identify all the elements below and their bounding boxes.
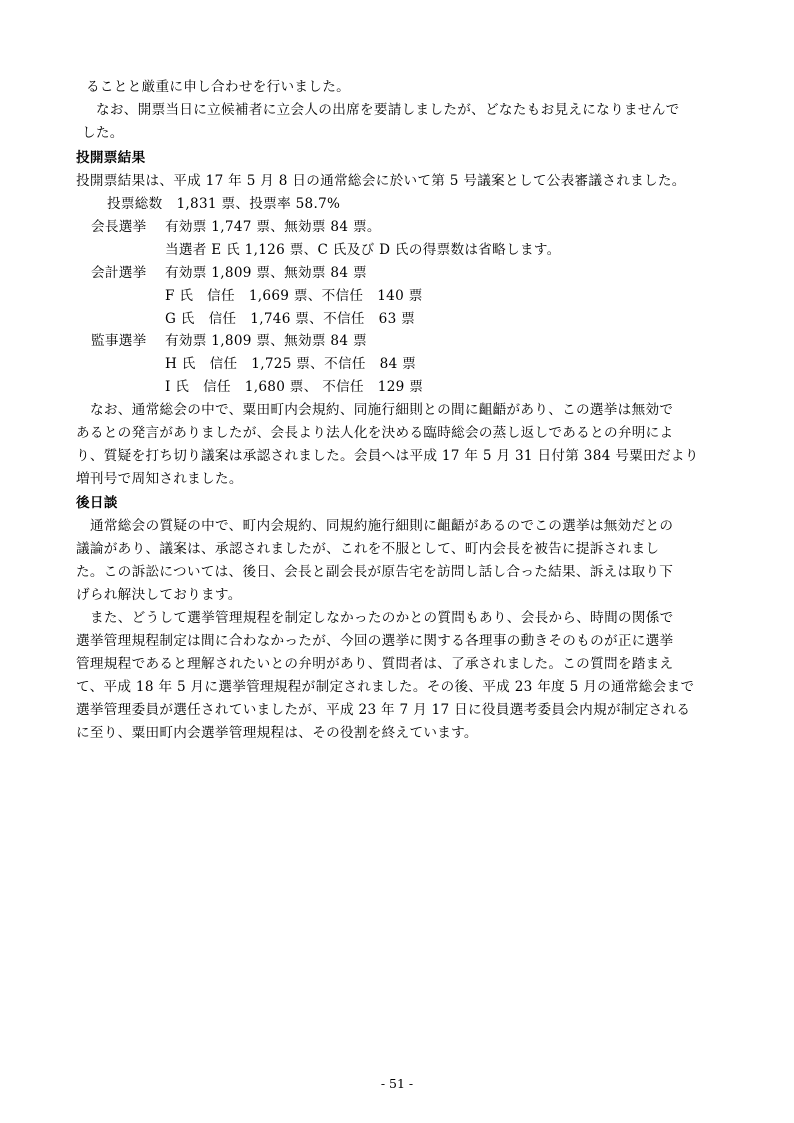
paragraph-line: なお、通常総会の中で、粟田町内会規約、同施行細則との間に齟齬があり、この選挙は無効で [90, 402, 674, 418]
vote-totals: 投票総数 1,831 票、投票率 58.7% [107, 196, 341, 212]
paragraph-line: 投開票結果は、平成 17 年 5 月 8 日の通常総会に於いて第 5 号議案として公表審議されました。 [76, 173, 686, 189]
paragraph-line: した。 [82, 125, 124, 141]
paragraph-line: 管理規程であると理解されたいとの弁明があり、質問者は、了承されました。この質問を踏まえ [76, 656, 674, 672]
paragraph-line: あるとの発言がありましたが、会長より法人化を決める臨時総会の蒸し返しであるとの弁明によ [76, 425, 674, 441]
result-text: 有効票 1,809 票、無効票 84 票 [165, 265, 367, 281]
result-text: H 氏 信任 1,725 票、不信任 84 票 [165, 356, 417, 372]
section-heading: 後日談 [76, 495, 118, 511]
result-text: G 氏 信任 1,746 票、不信任 63 票 [165, 311, 416, 327]
paragraph-line: 選挙管理規程制定は間に合わなかったが、今回の選挙に関する各理事の動きそのものが正に選挙 [76, 633, 674, 649]
paragraph-line: り、質疑を打ち切り議案は承認されました。会員へは平成 17 年 5 月 31 日付第 384 号粟田だより [76, 448, 699, 464]
election-label: 会計選挙 [91, 265, 147, 281]
paragraph-line: 通常総会の質疑の中で、町内会規約、同規約施行細則に齟齬があるのでこの選挙は無効だとの [90, 518, 674, 534]
paragraph-line: 議論があり、議案は、承認されましたが、これを不服として、町内会長を被告に提訴されまし [76, 541, 660, 557]
paragraph-line: また、どうして選挙管理規程を制定しなかったのかとの質問もあり、会長から、時間の関係で [90, 610, 674, 626]
result-text: I 氏 信任 1,680 票、 不信任 129 票 [165, 379, 424, 395]
result-text: 有効票 1,809 票、無効票 84 票 [165, 333, 367, 349]
paragraph-line: ることと厳重に申し合わせを行いました。 [86, 79, 350, 95]
paragraph-line: た。この訴訟については、後日、会長と副会長が原告宅を訪問し話し合った結果、訴えは取り下 [76, 564, 674, 580]
result-text: 当選者 E 氏 1,126 票、C 氏及び D 氏の得票数は省略します。 [165, 242, 561, 258]
paragraph-line: なお、開票当日に立候補者に立会人の出席を要請しましたが、どなたもお見えになりませんで [96, 102, 680, 118]
election-label: 会長選挙 [91, 219, 147, 235]
paragraph-line: て、平成 18 年 5 月に選挙管理規程が制定されました。その後、平成 23 年度 5 月の通常総会まで [76, 679, 695, 695]
result-text: 有効票 1,747 票、無効票 84 票。 [165, 219, 381, 235]
paragraph-line: 選挙管理委員が選任されていましたが、平成 23 年 7 月 17 日に役員選考委員会内規が制定される [76, 702, 691, 718]
paragraph-line: げられ解決しております。 [76, 587, 242, 603]
paragraph-line: に至り、粟田町内会選挙管理規程は、その役割を終えています。 [76, 725, 478, 741]
result-text: F 氏 信任 1,669 票、不信任 140 票 [165, 288, 423, 304]
section-heading: 投開票結果 [76, 150, 146, 166]
paragraph-line: 増刊号で周知されました。 [76, 471, 243, 487]
election-label: 監事選挙 [91, 333, 147, 349]
page-number: - 51 - [380, 1076, 414, 1091]
